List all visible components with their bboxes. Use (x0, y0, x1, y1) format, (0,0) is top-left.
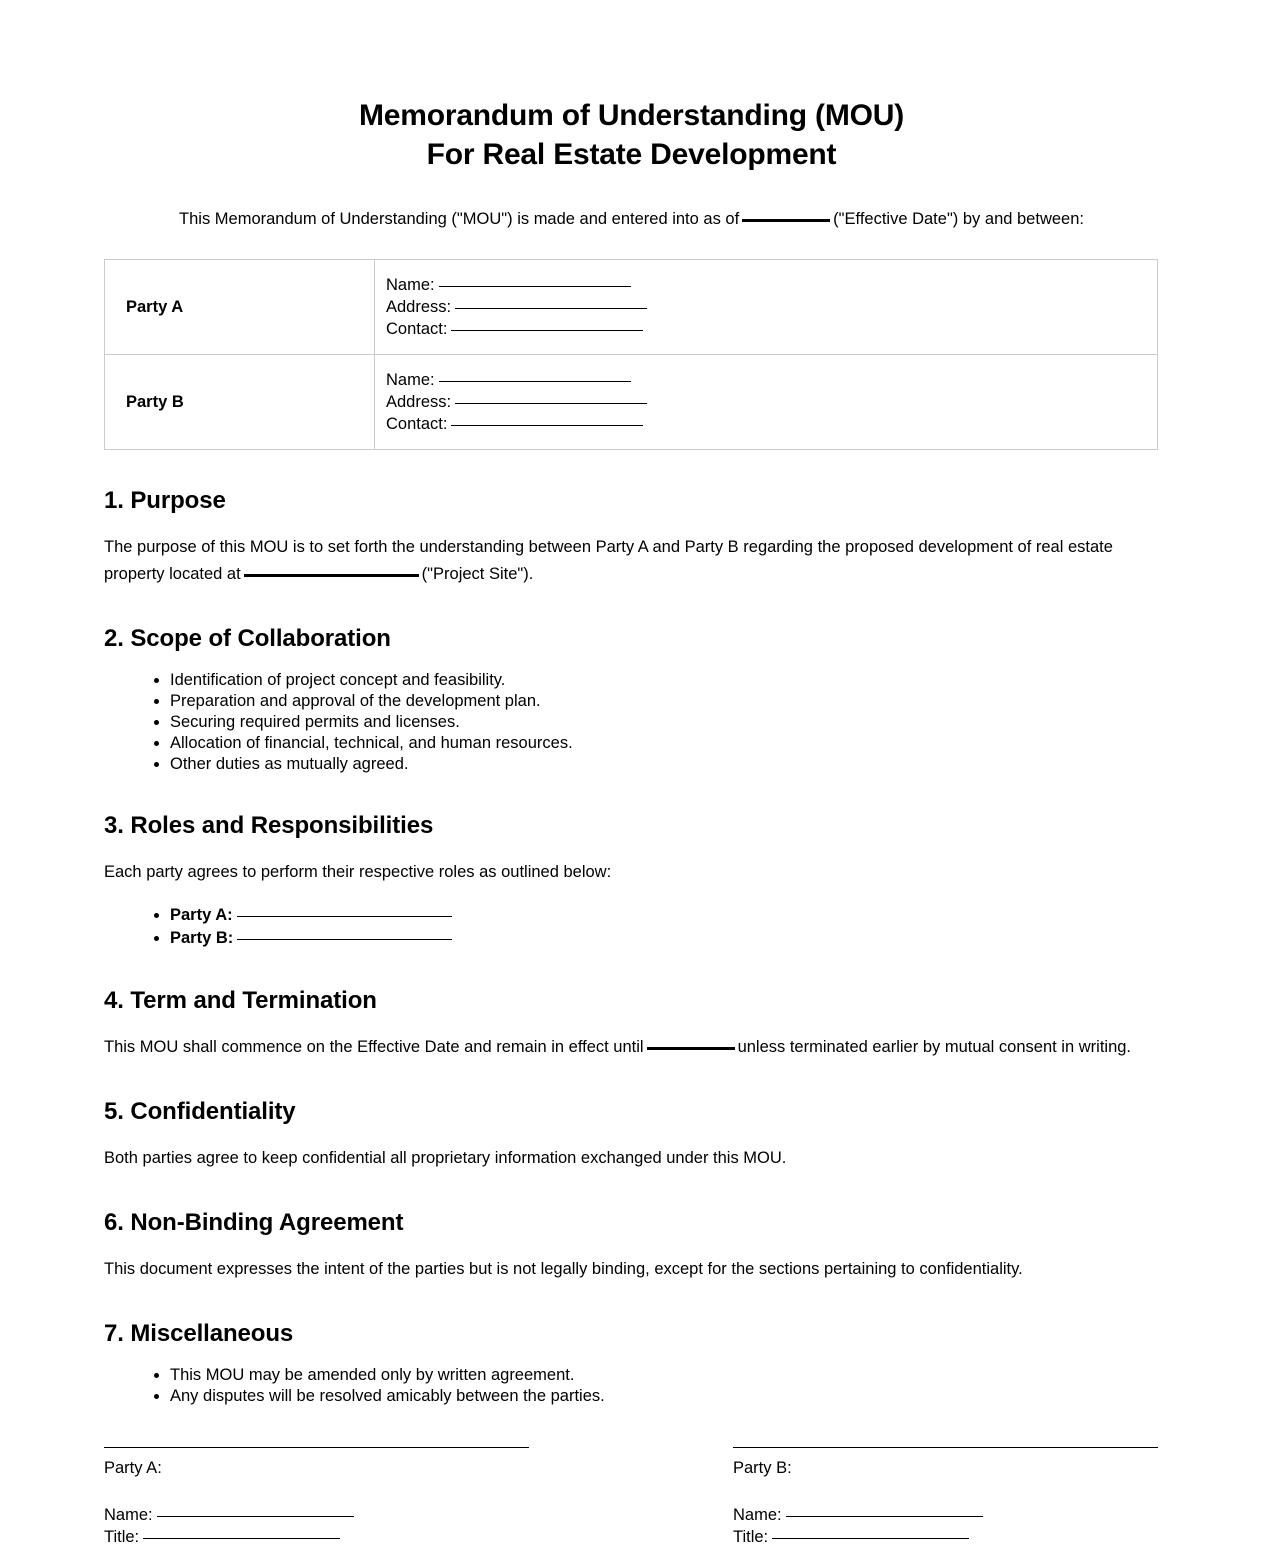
miscellaneous-bullet-list (104, 1365, 1159, 1407)
section-text-term (104, 1034, 1158, 1061)
intro-text-after: ("Effective Date") by and between: (833, 210, 1084, 228)
party-a-address-field (386, 296, 1141, 318)
field-label: Name: (386, 371, 435, 389)
party-a-name-blank[interactable] (439, 286, 631, 287)
party-b-name-field (386, 369, 1141, 391)
section-text-purpose (104, 534, 1158, 588)
roles-list (104, 904, 1159, 950)
party-b-address-field (386, 391, 1141, 413)
section-heading-roles: 3. Roles and Responsibilities (104, 812, 434, 839)
section-text-roles: Each party agrees to perform their respective roles as outlined below: (104, 863, 612, 881)
section-text-confidentiality: Both parties agree to keep confidential all proprietary information exchanged under this MOU. (104, 1149, 787, 1167)
project-site-blank[interactable] (244, 574, 419, 577)
list-item: • This MOU may be amended only by written agreement. (170, 1365, 1159, 1386)
section-heading-confidentiality: 5. Confidentiality (104, 1098, 296, 1125)
signature-party-b-name (733, 1504, 1158, 1526)
term-text-after: unless terminated earlier by mutual consent in writing. (737, 1038, 1132, 1056)
scope-bullet-list (104, 670, 1159, 775)
field-label: Name: (386, 276, 435, 294)
party-a-label: Party A (105, 260, 375, 355)
table-row (105, 260, 1158, 355)
signature-line-party-a[interactable] (104, 1447, 529, 1448)
field-label: Address: (386, 393, 452, 411)
field-label: Contact: (386, 320, 448, 338)
title-line-2: For Real Estate Development (426, 138, 837, 171)
signature-party-a-label: Party A: (104, 1459, 162, 1477)
title-line-1: Memorandum of Understanding (MOU) (358, 99, 905, 132)
field-label: Contact: (386, 415, 448, 433)
field-label: Name: (104, 1506, 153, 1524)
table-row (105, 355, 1158, 450)
party-a-address-blank[interactable] (455, 308, 647, 309)
section-heading-term: 4. Term and Termination (104, 987, 377, 1014)
signature-party-b-name-blank[interactable] (786, 1516, 983, 1517)
party-b-fields (375, 355, 1158, 450)
signature-column-party-a (104, 1447, 529, 1548)
purpose-text-after: ("Project Site"). (421, 565, 534, 583)
signature-party-a-name-blank[interactable] (157, 1516, 354, 1517)
field-label: Address: (386, 298, 452, 316)
signature-party-a-title (104, 1526, 529, 1548)
role-party-b-label: Party B: (170, 929, 234, 947)
section-heading-miscellaneous: 7. Miscellaneous (104, 1320, 294, 1347)
signature-party-b-title-blank[interactable] (772, 1538, 969, 1539)
list-item: • Preparation and approval of the development plan. (170, 691, 1159, 712)
list-item: • Any disputes will be resolved amicably between the parties. (170, 1386, 1159, 1407)
role-party-a-label: Party A: (170, 906, 233, 924)
section-heading-scope: 2. Scope of Collaboration (104, 625, 391, 652)
list-item: • Identification of project concept and feasibility. (170, 670, 1159, 691)
list-item (170, 904, 1159, 927)
signature-party-b-title (733, 1526, 1158, 1548)
party-a-contact-field (386, 318, 1141, 340)
effective-date-blank[interactable] (742, 219, 830, 222)
party-a-contact-blank[interactable] (451, 330, 643, 331)
field-label: Name: (733, 1506, 782, 1524)
field-label: Title: (733, 1528, 769, 1546)
signature-block (104, 1447, 1158, 1548)
signature-line-party-b[interactable] (733, 1447, 1158, 1448)
list-item: • Other duties as mutually agreed. (170, 754, 1159, 775)
purpose-text-before: The purpose of this MOU is to set forth the understanding between Party A and Party B regarding the proposed development of real estate property located at (104, 538, 1113, 583)
signature-party-a-title-blank[interactable] (143, 1538, 340, 1539)
role-party-a-blank[interactable] (237, 916, 452, 917)
signature-column-party-b (733, 1447, 1158, 1548)
page-title (104, 96, 1159, 174)
list-item: • Securing required permits and licenses. (170, 712, 1159, 733)
signature-party-b-label: Party B: (733, 1459, 792, 1477)
party-b-contact-field (386, 413, 1141, 435)
section-heading-purpose: 1. Purpose (104, 487, 226, 514)
signature-party-a-name (104, 1504, 529, 1526)
section-heading-non-binding: 6. Non-Binding Agreement (104, 1209, 404, 1236)
party-b-address-blank[interactable] (455, 403, 647, 404)
list-item: • Allocation of financial, technical, and human resources. (170, 733, 1159, 754)
list-item (170, 927, 1159, 950)
intro-text-before: This Memorandum of Understanding ("MOU") is made and entered into as of (179, 210, 740, 228)
party-a-fields (375, 260, 1158, 355)
role-party-b-blank[interactable] (237, 939, 452, 940)
section-text-non-binding: This document expresses the intent of the parties but is not legally binding, except for the sections pertaining to confidentiality. (104, 1260, 1023, 1278)
party-b-contact-blank[interactable] (451, 425, 643, 426)
party-b-label: Party B (105, 355, 375, 450)
party-b-name-blank[interactable] (439, 381, 631, 382)
parties-table (104, 259, 1158, 450)
intro-paragraph (104, 208, 1159, 230)
term-end-date-blank[interactable] (647, 1047, 735, 1050)
field-label: Title: (104, 1528, 140, 1546)
party-a-name-field (386, 274, 1141, 296)
term-text-before: This MOU shall commence on the Effective Date and remain in effect until (104, 1038, 644, 1056)
